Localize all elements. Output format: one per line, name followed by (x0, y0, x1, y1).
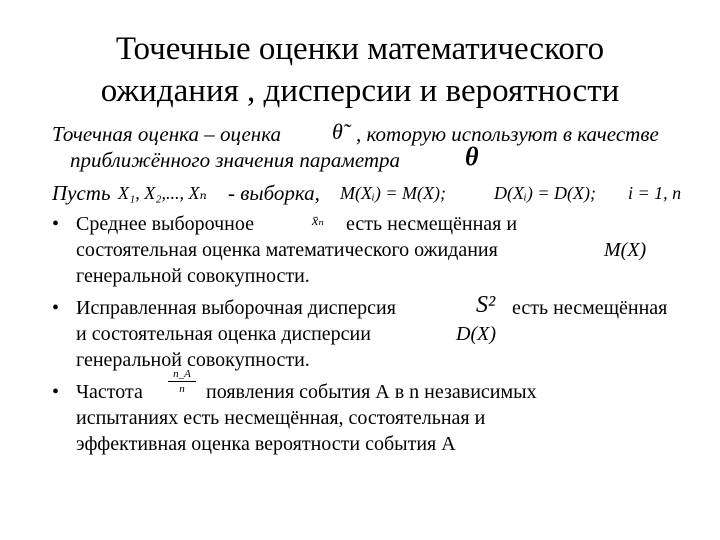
expectation-symbol: M(X) (604, 239, 647, 261)
index-range-formula: i = 1, n (628, 183, 682, 203)
relative-frequency-fraction (168, 368, 196, 395)
fraction-bar (168, 381, 196, 382)
bullet-3-marker: • (52, 381, 60, 403)
bullet-1-text-d: генеральной совокупности. (76, 265, 310, 287)
bullet-1-text-b: есть несмещённая и (346, 213, 518, 235)
bullet-1-text-a: Среднее выборочное (76, 213, 255, 235)
bullet-3-text-a: Частота (76, 381, 143, 403)
bullet-1-marker: • (52, 213, 60, 235)
sample-formula: X₁, X₂,..., Xₙ (118, 183, 207, 203)
corrected-variance-symbol: S² (476, 292, 496, 318)
slide-title (0, 28, 720, 112)
bullet-3-text-b: появления события А в n независимых (206, 381, 537, 403)
bullet-2-marker: • (52, 297, 60, 319)
definition-text-2: , которую используют в качестве (356, 122, 659, 146)
bullet-1-text-c: состоятельная оценка математического ожидания (76, 239, 498, 261)
bullet-3-text-d: эффективная оценка вероятности события А (76, 433, 456, 455)
title-line-1: Точечные оценки математического (115, 31, 605, 67)
theta-tilde-symbol: θ̃ (332, 119, 343, 144)
definition-text-3: приближённого значения параметра (70, 148, 401, 172)
sample-suffix: - выборка, (228, 181, 320, 205)
sample-mean-symbol: x̄ₙ (312, 214, 324, 229)
expectation-formula: M(Xᵢ) = M(X); (340, 183, 446, 203)
definition-text-1: Точечная оценка – оценка (52, 122, 282, 146)
title-line-2: ожидания , дисперсии и вероятности (100, 73, 620, 109)
bullet-2-text-a: Исправленная выборочная дисперсия (76, 297, 396, 319)
fraction-denominator: n (179, 383, 185, 395)
bullet-2-text-d: генеральной совокупности. (76, 349, 310, 371)
bullet-2-text-b: есть несмещённая (512, 297, 668, 319)
bullet-3-text-c: испытаниях есть несмещённая, состоятельная и (76, 407, 486, 429)
variance-symbol: D(X) (456, 323, 496, 345)
variance-formula: D(Xᵢ) = D(X); (494, 183, 596, 203)
bullet-2-text-c: и состоятельная оценка дисперсии (76, 323, 371, 345)
theta-symbol: θ (465, 142, 479, 171)
fraction-numerator: n_A (173, 368, 191, 380)
let-word: Пусть (52, 181, 111, 205)
